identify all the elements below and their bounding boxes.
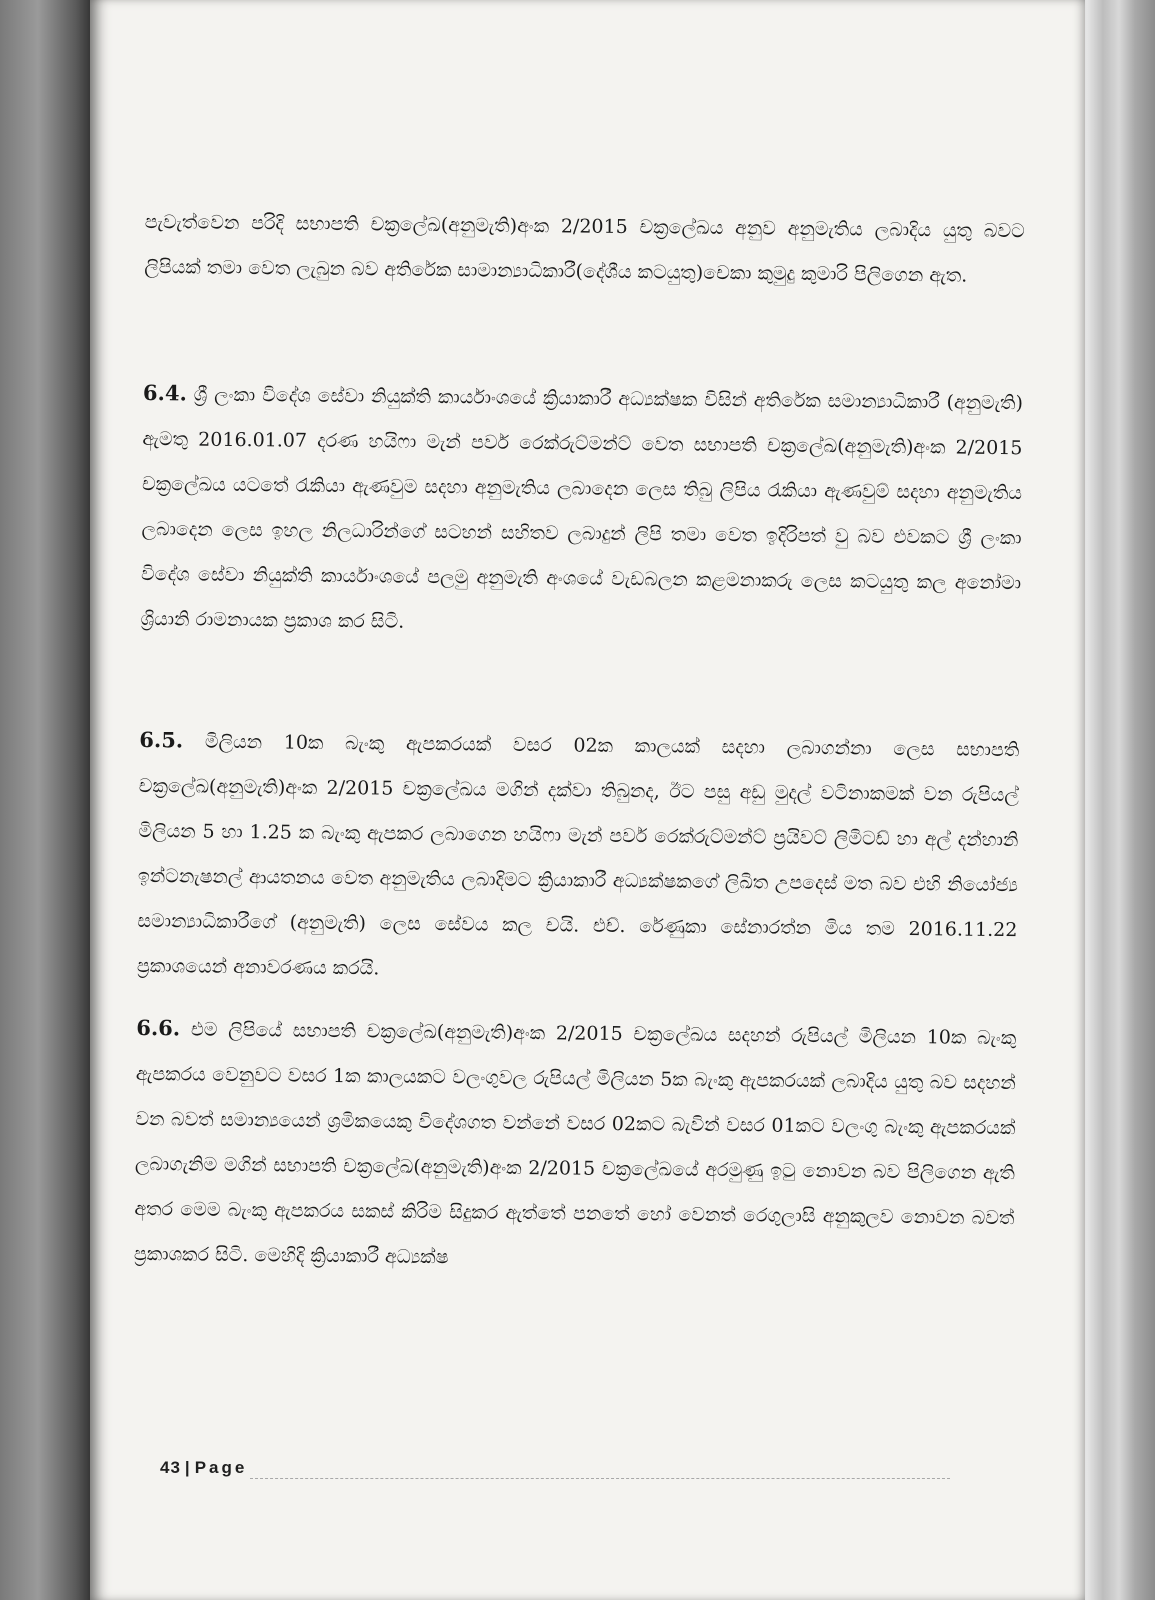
paragraph-6-6 — [134, 1005, 1017, 1286]
book-page-edges — [1075, 0, 1155, 1600]
paragraph-6-4 — [140, 370, 1023, 651]
page-footer — [160, 1458, 247, 1478]
book-binding-shadow — [0, 0, 95, 1600]
paragraph-number: 6.5. — [139, 726, 184, 753]
paragraph-continued — [144, 200, 1025, 299]
paragraph-6-5 — [137, 717, 1020, 998]
page-number: 43 — [160, 1458, 181, 1477]
footer-divider — [250, 1478, 950, 1479]
paragraph-text: එම ලිපියේ සභාපති චක්‍රලේඛ(අනුමැති)අංක 2/2015 චක්‍රලේඛය සදහන් රුපියල් මිලියන 10ක බැංකු ඇපකරය වෙනුවට වසර 1ක කාලයකට වලංගුවල රුපියල් මිලියන 5ක බැංකු ඇපකරයක් ලබාදිය යුතු බව සදහන් වන බවත් සමාන්‍යයෙන් ශ්‍රමිකයෙකු විදේශගත වන්නේ වසර 02කට බැවින් වසර 01කට වලංගු බැංකු ඇපකරයක් ලබාගැනිම මගින් සභාපති චක්‍රලේඛ(අනුමැති)අංක 2/2015 චක්‍රලේඛයේ අරමුණු ඉටු නොවන බව පිලිගෙන ඇති අතර මෙම බැංකු ඇපකරය සකස් කිරිම සිදුකර ඇත්තේ පනතේ හෝ වෙනත් රෙගුලාසි අනුකුලව නොවන බවත් ප්‍රකාශකර සිටි. මෙහිදි ක්‍රියාකාරී අධ්‍යක්ෂ — [133, 1018, 1017, 1269]
paragraph-number: 6.4. — [142, 379, 187, 406]
document-body — [134, 200, 1025, 1286]
page-label: Page — [194, 1458, 248, 1477]
document-page — [90, 0, 1085, 1600]
paragraph-number: 6.6. — [136, 1014, 181, 1041]
paragraph-text: මිලියන 10ක බැංකු ඇපකරයක් වසර 02ක කාලයක් සදහා ලබාගන්නා ලෙස සභාපති චක්‍රලේඛ(අනුමැති)අංක 2/2015 චක්‍රලේඛය මගින් දක්වා තිබුනද, ඊට පසු අඩු මුදල් වටිනාකමක් වන රුපියල් මිලියන 5 හා 1.25 ක බැංකු ඇපකර ලබාගෙන හයිෆා මැන් පවර් රෙක්රුට්මන්ට් ප්‍රයිවට් ලිමිටඩ් හා අල් දන්හානි ඉන්ටනැෂනල් ආයතනය වෙත අනුමැතිය ලබාදිමට ක්‍රියාකාරී අධ්‍යක්ෂකගේ ලිඛිත උපදෙස් මත බව එහි නියෝජ්‍ය සමාන්‍යාධිකාරීගේ (අනුමැති) ලෙස සේවය කල චයි. එච්. රේණුකා සේනාරත්න මිය තම 2016.11.22 ප්‍රකාශයෙන් අනාවරණය කරයි. — [136, 730, 1020, 980]
footer-separator: | — [184, 1458, 191, 1477]
paragraph-text: ශ්‍රී ලංකා විදේශ සේවා නියුක්ති කාර්යාංශයේ ක්‍රියාකාරී අධ්‍යක්ෂක විසින් අතිරේක සමාන්‍යාධිකාරී (අනුමැති) ඇමතු 2016.01.07 දරණ හයිෆා මැන් පවර් රෙක්රුට්මන්ට් වෙත සභාපති චක්‍රලේඛ(අනුමැති)අංක 2/2015 චක්‍රලේඛය යටතේ රැකියා ඇණවුම සදහා අනුමැතිය ලබාදෙන ලෙස තිබු ලිපිය රැකියා ඇණවුම් සදහා අනුමැතිය ලබාදෙන ලෙස ඉහල නිලධාරින්ගේ සටහන් සහිතව ලබාදුන් ලිපි තමා වෙත ඉදිරිපත් වු බව එවකට ශ්‍රී ලංකා විදේශ සේවා නියුක්ති කාර්යාංශයේ පලමු අනුමැති අංශයේ වැඩබලන කළමනාකරු ලෙස කටයුතු කල අනෝමා ශ්‍රියානි රාමනායක ප්‍රකාශ කර සිටි. — [140, 383, 1024, 633]
paragraph-text: පැවැත්වෙන පරිදි සභාපති චක්‍රලේඛ(අනුමැති)අංක 2/2015 චක්‍රලේඛය අනුව අනුමැතිය ලබාදිය යුතු බවට ලිපියක් තමා වෙත ලැබුන බව අතිරේක සාමාන්‍යාධිකාරී(දේශීය කටයුතු)චෙකා කුමුදු කුමාරි පිලිගෙන ඇත. — [144, 210, 1025, 287]
